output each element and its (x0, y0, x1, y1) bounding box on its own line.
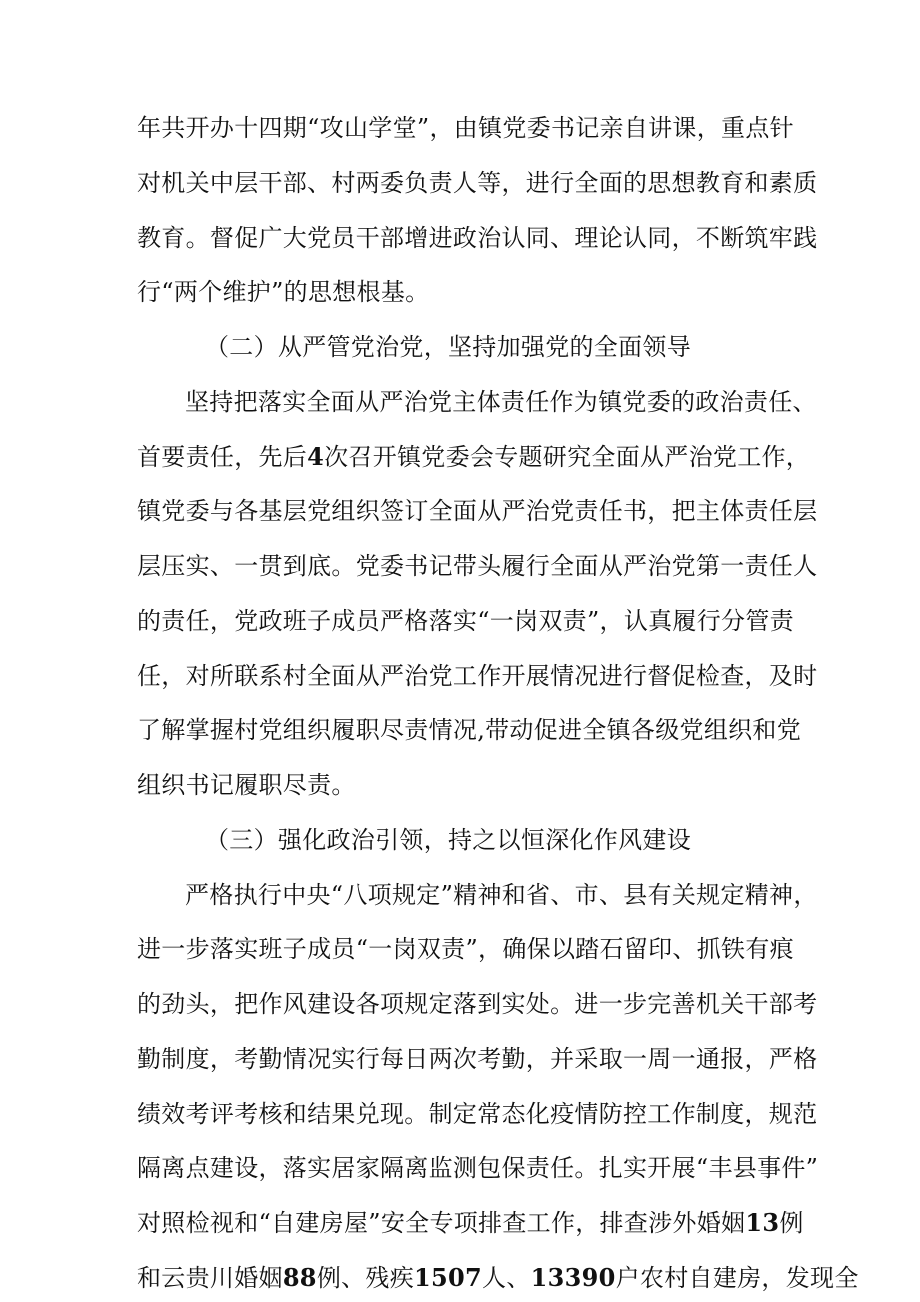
text-line: 镇党委与各基层党组织签订全面从严治党责任书，把主体责任层 (137, 497, 818, 525)
text-line: 进一步落实班子成员“一岗双责”，确保以踏石留印、抓铁有痕 (137, 935, 794, 963)
text-line: 组织书记履职尽责。 (137, 771, 356, 799)
text-line: 和云贵川婚姻88例、残疾1507人、13390户农村自建房，发现全 (137, 1263, 859, 1292)
section-heading-2: （二）从严管党治党，坚持加强党的全面领导 (205, 333, 691, 361)
text-line: 教育。督促广大党员干部增进政治认同、理论认同，不断筑牢践 (137, 224, 818, 252)
section-heading-3: （三）强化政治引领，持之以恒深化作风建设 (205, 826, 691, 854)
text-line: 任，对所联系村全面从严治党工作开展情况进行督促检查，及时 (137, 662, 818, 690)
text-line: 隔离点建设，落实居家隔离监测包保责任。扎实开展“丰县事件” (137, 1154, 819, 1182)
text-line: 对机关中层干部、村两委负责人等，进行全面的思想教育和素质 (137, 169, 818, 197)
text-line: 的劲头，把作风建设各项规定落到实处。进一步完善机关干部考 (137, 990, 818, 1018)
text-line: 严格执行中央“八项规定”精神和省、市、县有关规定精神， (185, 881, 818, 909)
text-line: 层压实、一贯到底。党委书记带头履行全面从严治党第一责任人 (137, 552, 818, 580)
text-line: 首要责任，先后4次召开镇党委会专题研究全面从严治党工作， (137, 442, 811, 471)
text-line: 对照检视和“自建房屋”安全专项排查工作，排查涉外婚姻13例 (137, 1208, 804, 1237)
text-line: 的责任，党政班子成员严格落实“一岗双责”，认真履行分管责 (137, 607, 794, 635)
text-line: 坚持把落实全面从严治党主体责任作为镇党委的政治责任、 (185, 388, 817, 416)
text-line: 年共开办十四期“攻山学堂”，由镇党委书记亲自讲课，重点针 (137, 114, 794, 142)
text-line: 了解掌握村党组织履职尽责情况,带动促进全镇各级党组织和党 (137, 716, 802, 744)
text-line: 勤制度，考勤情况实行每日两次考勤，并采取一周一通报，严格 (137, 1045, 818, 1073)
text-line: 行“两个维护”的思想根基。 (137, 278, 430, 306)
text-line: 绩效考评考核和结果兑现。制定常态化疫情防控工作制度，规范 (137, 1100, 818, 1128)
